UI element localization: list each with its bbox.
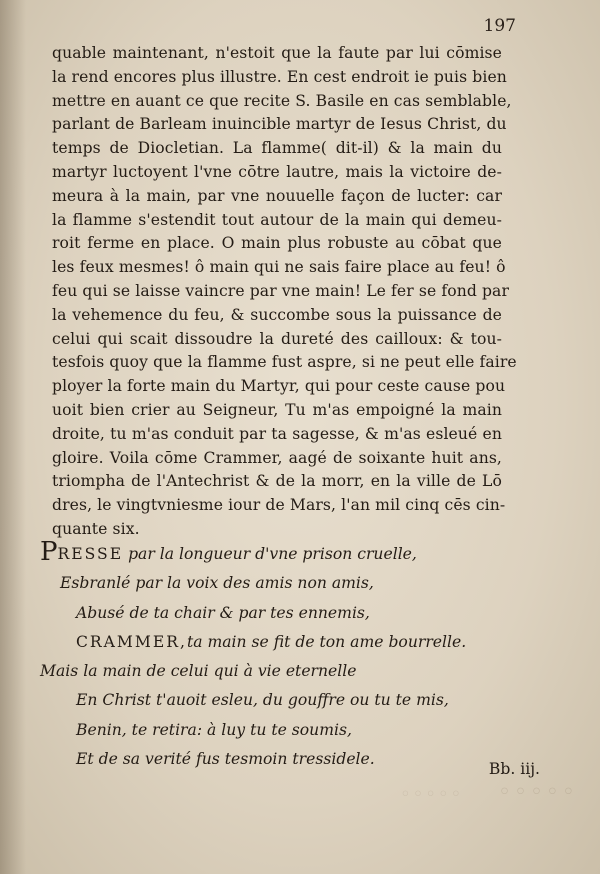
prose-line: martyr luctoyent l'vne cōtre lautre, mais la victoire de- bbox=[52, 162, 502, 181]
prose-line: tesfois quoy que la flamme fust aspre, si ne peut elle faire bbox=[52, 353, 517, 372]
prose-line: les feux mesmes! ô main qui ne sais faire place au feu! ô bbox=[52, 258, 506, 277]
prose-line: celui qui scait dissoudre la dureté des cailloux: & tou- bbox=[52, 329, 502, 348]
prose-line: ployer la forte main du Martyr, qui pour ceste cause pou bbox=[52, 377, 506, 396]
verse-text: par la longueur d'vne prison cruelle, bbox=[123, 545, 417, 563]
prose-line: roit ferme en place. O main plus robuste au cōbat que bbox=[52, 234, 502, 253]
prose-line: feu qui se laisse vaincre par vne main! Le fer se fond par bbox=[52, 281, 510, 300]
prose-block bbox=[52, 42, 517, 542]
prose-line: la vehemence du feu, & succombe sous la puissance de bbox=[52, 305, 502, 324]
verse-line: En Christ t'auoit esleu, du gouffre ou tu te mis, bbox=[76, 691, 449, 710]
prose-line: meura à la main, par vne nouuelle façon de lucter: car bbox=[52, 186, 502, 205]
prose-line: mettre en auant ce que recite S. Basile en cas semblable, bbox=[52, 91, 512, 110]
prose-line: la rend encores plus illustre. En cest endroit ie puis bien bbox=[52, 67, 507, 86]
gutter-shadow bbox=[0, 0, 26, 874]
show-through-ink: ◦◦◦◦◦ bbox=[495, 780, 575, 805]
prose-line: quante six. bbox=[52, 519, 140, 538]
prose-line: la flamme s'estendit tout autour de la main qui demeu- bbox=[52, 210, 502, 229]
verse-line: Et de sa verité fus tesmoin tressidele. bbox=[76, 750, 375, 769]
prose-line: dres, le vingtvniesme iour de Mars, l'an mil cinq cēs cin- bbox=[52, 496, 506, 515]
sonnet-block bbox=[40, 537, 510, 774]
verse-line: Mais la main de celui qui à vie eternelle bbox=[40, 662, 357, 681]
drop-cap: P bbox=[40, 537, 58, 567]
name-small-caps: CRAMMER, bbox=[76, 632, 187, 651]
page-number: 197 bbox=[483, 16, 516, 36]
prose-line: gloire. Voila cōme Crammer, aagé de soixante huit ans, bbox=[52, 448, 502, 467]
verse-line bbox=[40, 628, 510, 657]
prose-line: droite, tu m'as conduit par ta sagesse, & m'as esleué en bbox=[52, 424, 502, 443]
prose-line: quable maintenant, n'estoit que la faute par lui cōmise bbox=[52, 44, 502, 62]
signature-mark: Bb. iij. bbox=[488, 760, 540, 778]
prose-line: temps de Diocletian. La flamme( dit-il) & la main du bbox=[52, 139, 502, 158]
show-through-ink: ◦◦◦◦◦ bbox=[398, 784, 462, 805]
verse-line: Esbranlé par la voix des amis non amis, bbox=[60, 574, 374, 593]
verse-line: Abusé de ta chair & par tes ennemis, bbox=[76, 603, 370, 622]
verse-line: Benin, te retira: à luy tu te soumis, bbox=[76, 720, 352, 739]
prose-line: triompha de l'Antechrist & de la morr, en la ville de Lō bbox=[52, 472, 502, 491]
prose-line: parlant de Barleam inuincible martyr de Iesus Christ, du bbox=[52, 115, 507, 134]
first-word-small-caps: RESSE bbox=[57, 545, 124, 563]
verse-line bbox=[40, 537, 510, 569]
prose-line: uoit bien crier au Seigneur, Tu m'as empoigné la main bbox=[52, 400, 502, 419]
verse-text: ta main se fit de ton ame bourrelle. bbox=[186, 632, 467, 651]
